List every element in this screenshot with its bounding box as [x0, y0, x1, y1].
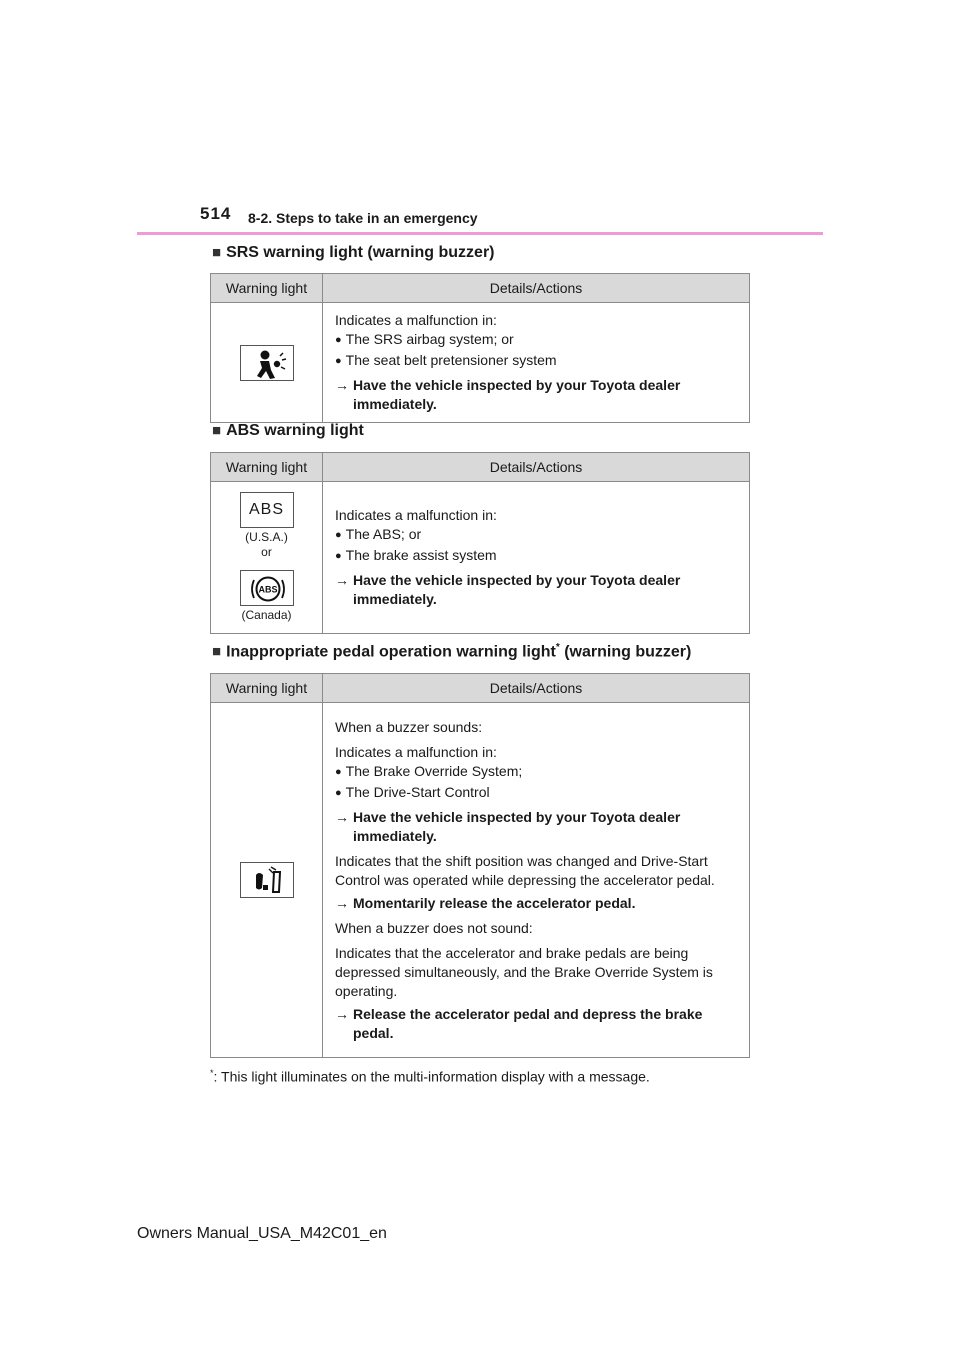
srs-icon-cell — [211, 303, 323, 423]
abs-intro: Indicates a malfunction in: — [335, 507, 497, 523]
srs-airbag-icon — [240, 345, 294, 381]
col-warning-light: Warning light — [211, 674, 323, 703]
pedal-heading: ■ Inappropriate pedal operation warning light* (warning buzzer) — [212, 642, 692, 661]
pedal-table — [210, 673, 750, 1058]
square-bullet-icon: ■ — [212, 244, 222, 261]
label-canada: (Canada) — [241, 608, 292, 622]
pedal-action-2: → Momentarily release the accelerator pedal. — [335, 894, 743, 913]
footnote-mark: * — [555, 642, 560, 653]
col-warning-light: Warning light — [211, 274, 323, 303]
label-or: or — [261, 545, 272, 559]
list-item: ● The seat belt pretensioner system — [335, 351, 743, 372]
abs-details-cell — [323, 482, 750, 634]
header-rule — [137, 232, 823, 235]
srs-intro: Indicates a malfunction in: — [335, 312, 497, 328]
col-details: Details/Actions — [323, 274, 750, 303]
pedal-intro: Indicates a malfunction in: — [335, 743, 497, 760]
abs-canada-icon — [240, 570, 294, 606]
square-bullet-icon: ■ — [212, 643, 222, 661]
list-item: ● The SRS airbag system; or — [335, 330, 743, 351]
pedal-details-cell — [323, 703, 750, 1058]
footnote: *: This light illuminates on the multi-information display with a message. — [210, 1068, 650, 1085]
col-warning-light: Warning light — [211, 453, 323, 482]
pedal-operation-icon — [240, 862, 294, 898]
footer-manual-id: Owners Manual_USA_M42C01_en — [137, 1225, 387, 1242]
svg-text:ABS: ABS — [257, 584, 278, 595]
section-title: 8-2. Steps to take in an emergency — [248, 210, 478, 226]
abs-table — [210, 452, 750, 634]
page-number: 514 — [200, 204, 232, 223]
label-usa: (U.S.A.) — [245, 530, 288, 544]
srs-heading: ■ SRS warning light (warning buzzer) — [212, 244, 495, 261]
srs-action: → Have the vehicle inspected by your Toyota dealer immediately. — [335, 376, 743, 414]
buzzer-on-label: When a buzzer sounds: — [335, 718, 483, 735]
abs-action: → Have the vehicle inspected by your Toyota dealer immediately. — [335, 571, 743, 609]
pedal-action-3: → Release the accelerator pedal and depress the brake pedal. — [335, 1005, 743, 1043]
col-details: Details/Actions — [323, 453, 750, 482]
pedal-icon-cell — [211, 703, 323, 1058]
list-item: ● The brake assist system — [335, 546, 743, 567]
pedal-text-2: Indicates that the shift position was changed and Drive-Start Control was operated while depressing the accelerator pedal. — [335, 852, 715, 888]
list-item: ● The ABS; or — [335, 525, 743, 546]
buzzer-off-label: When a buzzer does not sound: — [335, 919, 533, 936]
srs-table — [210, 273, 750, 423]
square-bullet-icon: ■ — [212, 422, 222, 439]
col-details: Details/Actions — [323, 674, 750, 703]
abs-heading: ■ ABS warning light — [212, 422, 364, 439]
abs-icon-cell — [211, 482, 323, 634]
pedal-text-3: Indicates that the accelerator and brake pedals are being depressed simultaneously, and the Brake Override System is operating. — [335, 944, 713, 999]
pedal-action-1: → Have the vehicle inspected by your Toyota dealer immediately. — [335, 808, 743, 846]
list-item: ● The Drive-Start Control — [335, 783, 743, 804]
list-item: ● The Brake Override System; — [335, 762, 743, 783]
srs-details-cell — [323, 303, 750, 423]
abs-usa-icon: ABS — [240, 492, 294, 528]
